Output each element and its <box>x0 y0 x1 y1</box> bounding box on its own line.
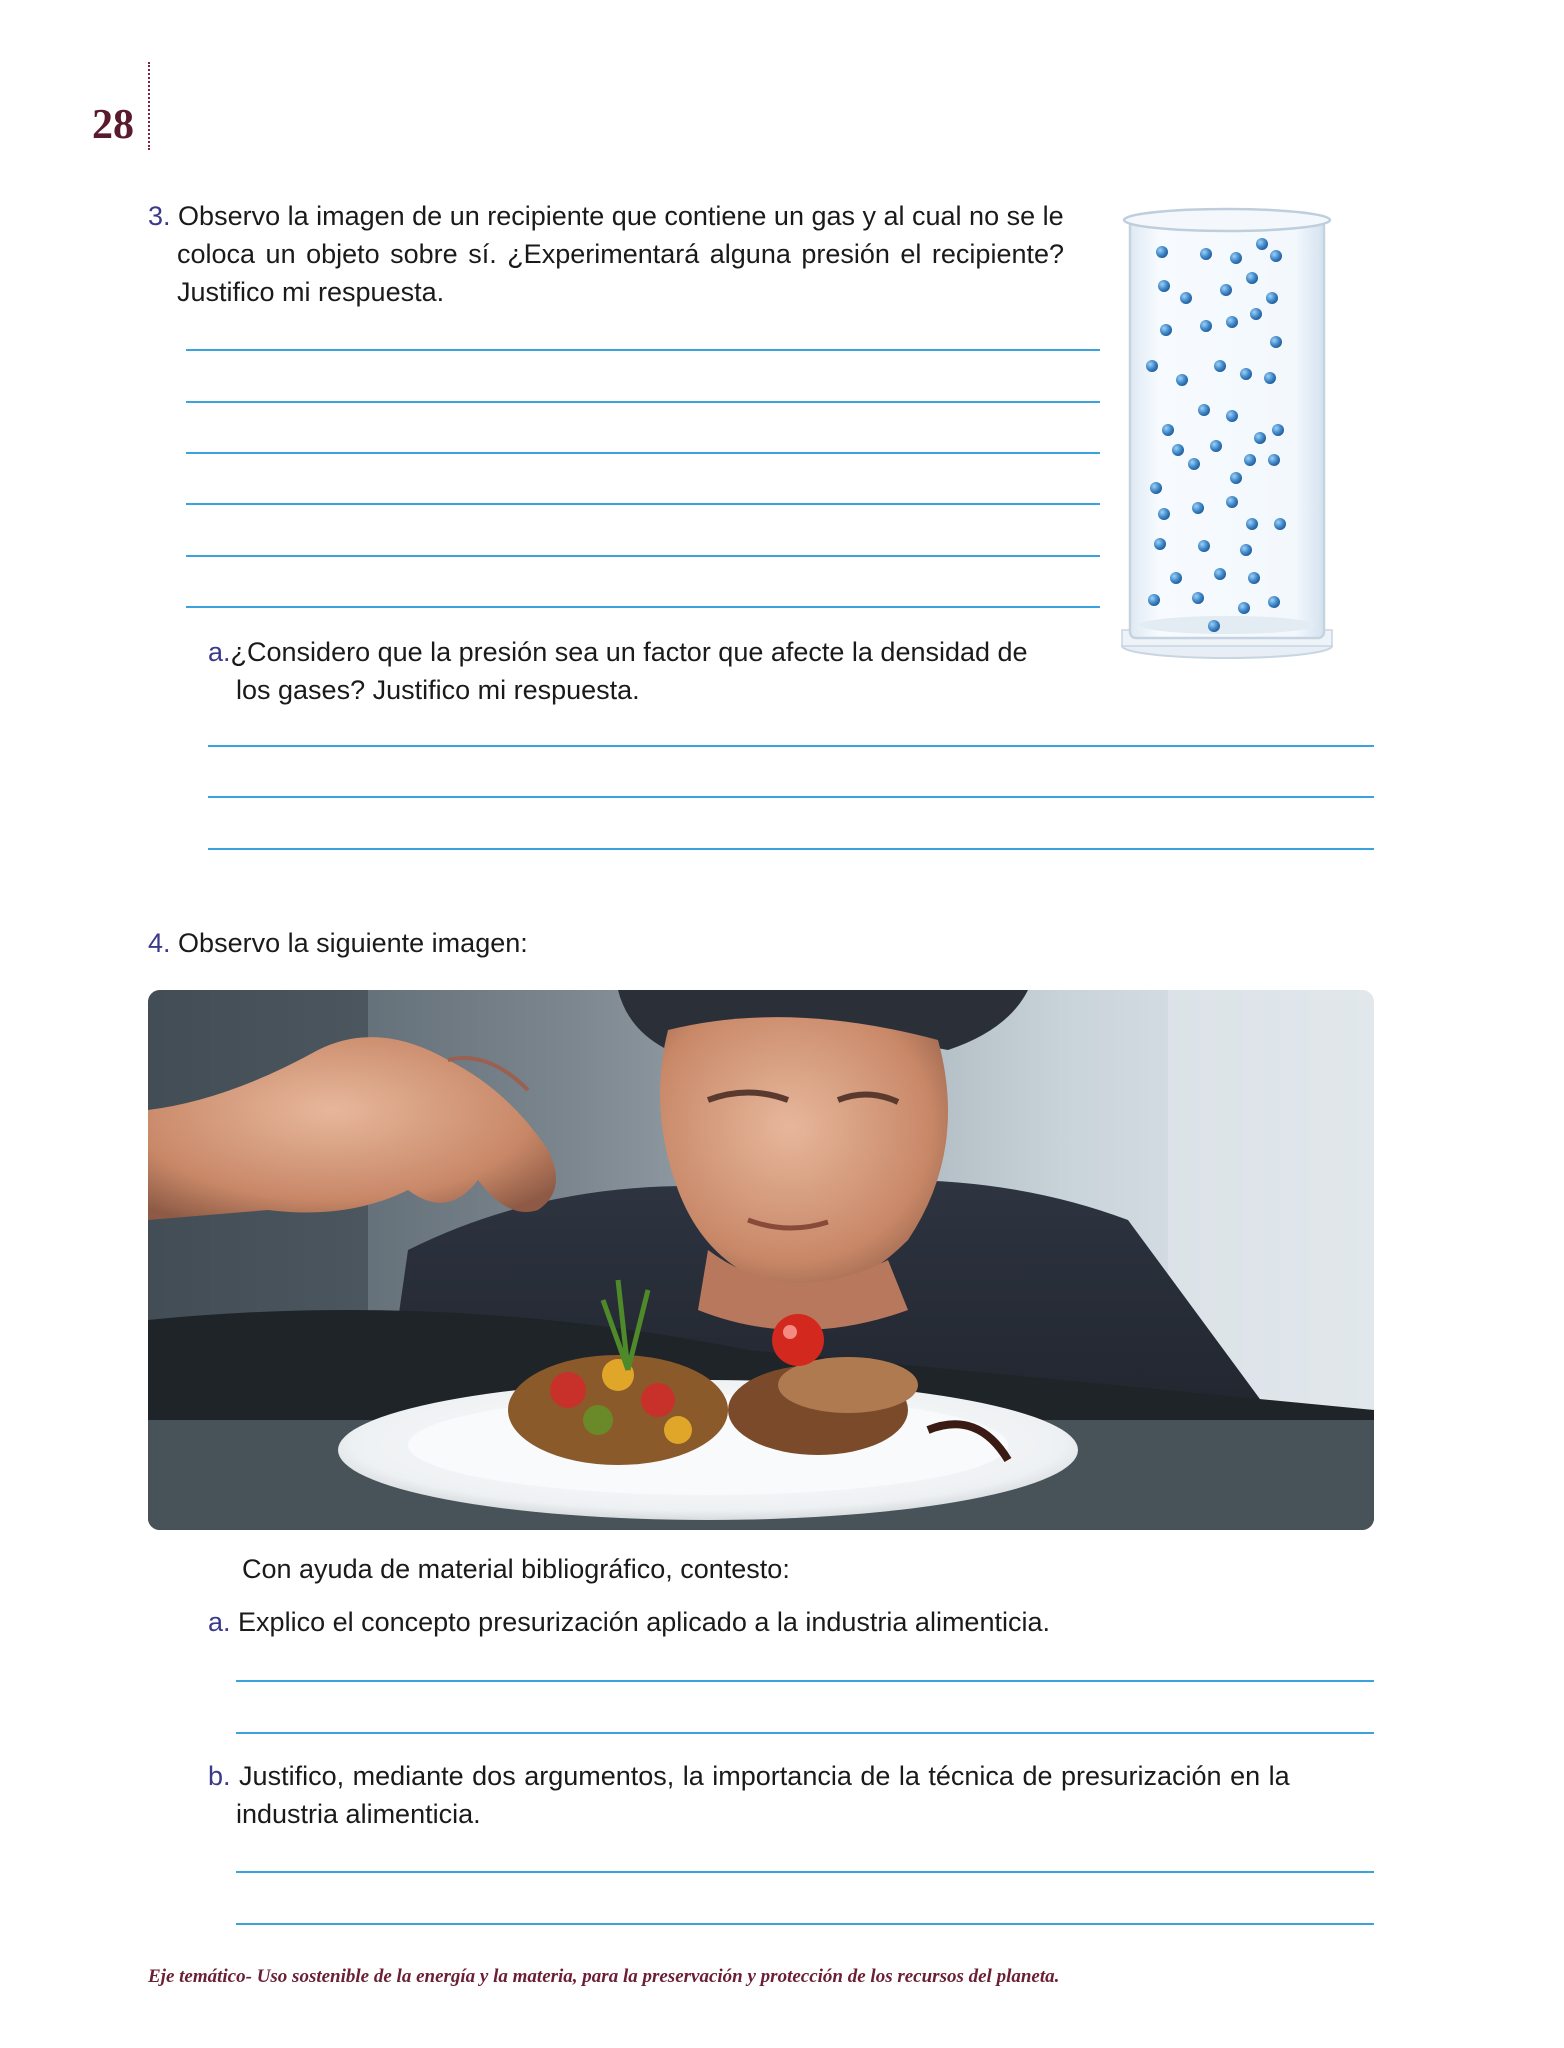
question-4 <box>148 924 528 962</box>
question-4-text: Observo la siguiente imagen: <box>178 928 528 958</box>
gas-particle <box>1214 568 1226 580</box>
question-4b <box>208 1757 1378 1833</box>
q4b-answer-line-2[interactable] <box>236 1923 1374 1925</box>
gas-particle <box>1170 572 1182 584</box>
gas-particle <box>1268 596 1280 608</box>
gas-particle <box>1270 250 1282 262</box>
gas-particle <box>1246 518 1258 530</box>
gas-particle <box>1264 372 1276 384</box>
gas-particle <box>1158 508 1170 520</box>
header-divider <box>148 62 150 150</box>
q3-answer-line-3[interactable] <box>186 452 1100 454</box>
gas-particle <box>1230 472 1242 484</box>
question-4-number: 4. <box>148 928 171 958</box>
gas-particle <box>1254 432 1266 444</box>
q4b-answer-line-1[interactable] <box>236 1871 1374 1873</box>
gas-particle <box>1156 246 1168 258</box>
q3-answer-line-1[interactable] <box>186 349 1100 351</box>
gas-particle <box>1160 324 1172 336</box>
gas-particle <box>1248 572 1260 584</box>
question-3 <box>148 197 1108 311</box>
question-4b-line-1: Justifico, mediante dos argumentos, la importancia de la técnica de presurización en la <box>239 1761 1290 1791</box>
q3a-answer-line-1[interactable] <box>208 745 1374 747</box>
gas-particle <box>1188 458 1200 470</box>
gas-particle <box>1208 620 1220 632</box>
gas-particle <box>1180 292 1192 304</box>
gas-particle <box>1192 502 1204 514</box>
question-4b-line-2: industria alimenticia. <box>236 1799 481 1829</box>
q3-answer-line-2[interactable] <box>186 401 1100 403</box>
gas-particle <box>1146 360 1158 372</box>
gas-particle <box>1266 292 1278 304</box>
q3a-answer-line-2[interactable] <box>208 796 1374 798</box>
question-3a-letter: a. <box>208 637 231 667</box>
question-3a-line-1: ¿Considero que la presión sea un factor que afecte la densidad de <box>230 637 1028 667</box>
question-3a-line-2: los gases? Justifico mi respuesta. <box>236 675 640 705</box>
gas-particle <box>1200 248 1212 260</box>
question-4a-text: Explico el concepto presurización aplicado a la industria alimenticia. <box>238 1607 1050 1637</box>
q3-answer-line-4[interactable] <box>186 503 1100 505</box>
gas-particle <box>1192 592 1204 604</box>
q3a-answer-line-3[interactable] <box>208 848 1374 850</box>
page-number: 28 <box>92 102 134 148</box>
gas-container-illustration <box>1112 200 1342 670</box>
q4a-answer-line-1[interactable] <box>236 1680 1374 1682</box>
gas-particle <box>1158 280 1170 292</box>
q3-answer-line-6[interactable] <box>186 606 1100 608</box>
gas-particle <box>1230 252 1242 264</box>
gas-particle <box>1162 424 1174 436</box>
chef-plating-photo <box>148 990 1374 1530</box>
gas-particle <box>1226 496 1238 508</box>
gas-particle <box>1226 410 1238 422</box>
gas-particle <box>1274 518 1286 530</box>
question-4a <box>208 1603 1050 1641</box>
question-3-number: 3. <box>148 201 171 231</box>
gas-particle <box>1240 544 1252 556</box>
gas-particle <box>1238 602 1250 614</box>
gas-particle <box>1214 360 1226 372</box>
gas-particle <box>1210 440 1222 452</box>
question-4-intro: Con ayuda de material bibliográfico, contesto: <box>242 1554 790 1584</box>
question-3-line-1: Observo la imagen de un recipiente que contiene un gas y al cual no se le <box>178 201 1064 231</box>
gas-particle <box>1246 272 1258 284</box>
footer-theme-text: Eje temático- Uso sostenible de la energía y la materia, para la preservación y protección de los recursos del planeta. <box>148 1966 1060 1987</box>
question-4b-letter: b. <box>208 1761 231 1791</box>
question-3-line-2: coloca un objeto sobre sí. ¿Experimentará alguna presión el recipiente? <box>177 239 1065 269</box>
gas-particle <box>1172 444 1184 456</box>
gas-particle <box>1244 454 1256 466</box>
gas-particle <box>1240 368 1252 380</box>
gas-particle <box>1198 540 1210 552</box>
gas-cylinder-icon <box>1112 200 1342 670</box>
gas-particle <box>1200 320 1212 332</box>
question-3a <box>208 633 1108 709</box>
gas-particle <box>1268 454 1280 466</box>
gas-particle <box>1272 424 1284 436</box>
gas-particle <box>1226 316 1238 328</box>
question-4a-letter: a. <box>208 1607 231 1637</box>
chef-image-icon <box>148 990 1374 1530</box>
gas-particle <box>1150 482 1162 494</box>
gas-particle <box>1270 336 1282 348</box>
gas-particle <box>1250 308 1262 320</box>
gas-particle <box>1154 538 1166 550</box>
gas-particle <box>1256 238 1268 250</box>
gas-particle <box>1198 404 1210 416</box>
gas-particle <box>1148 594 1160 606</box>
gas-particle <box>1220 284 1232 296</box>
q4a-answer-line-2[interactable] <box>236 1732 1374 1734</box>
question-3-line-3: Justifico mi respuesta. <box>177 277 445 307</box>
q3-answer-line-5[interactable] <box>186 555 1100 557</box>
gas-particle <box>1176 374 1188 386</box>
